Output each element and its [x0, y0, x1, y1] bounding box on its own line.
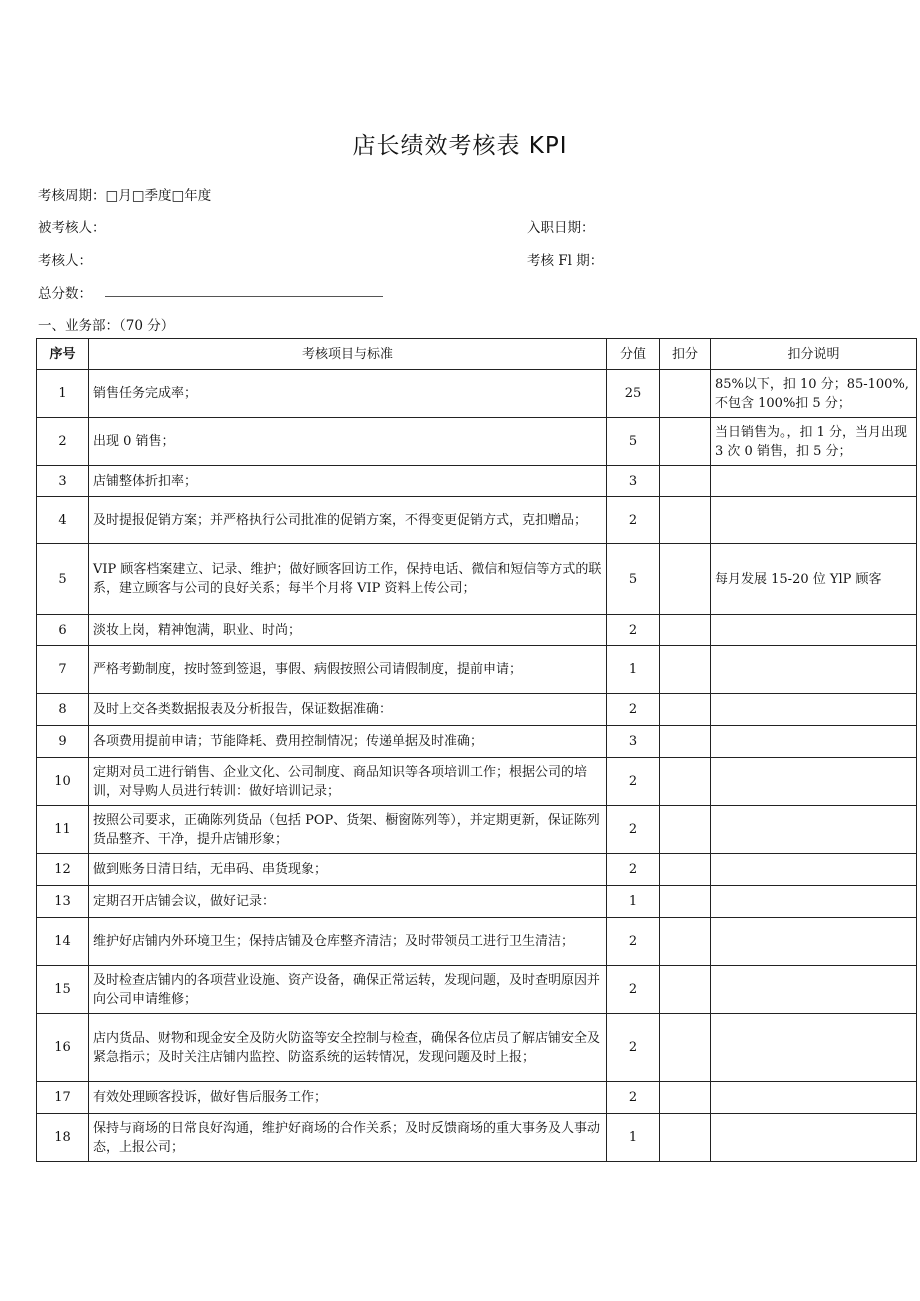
- row-item: 及时检查店铺内的各项营业设施、资产设备，确保正常运转，发现问题，及时查明原因并向公司申请维修；: [89, 966, 607, 1014]
- row-deduct[interactable]: [660, 694, 711, 726]
- col-header-item: 考核项目与标准: [89, 339, 607, 370]
- row-deduct[interactable]: [660, 726, 711, 758]
- row-no: 12: [37, 854, 89, 886]
- row-item: 及时上交各类数据报表及分析报告，保证数据准确：: [89, 694, 607, 726]
- table-row: [37, 1114, 917, 1162]
- page-title: 店长绩效考核表 KPI: [352, 133, 568, 159]
- table-row: [37, 886, 917, 918]
- row-deduct[interactable]: [660, 758, 711, 806]
- row-note: [711, 694, 917, 726]
- row-no: 5: [37, 544, 89, 615]
- row-score: 2: [607, 918, 660, 966]
- row-note: [711, 886, 917, 918]
- row-item: 有效处理顾客投诉，做好售后服务工作；: [89, 1082, 607, 1114]
- row-no: 10: [37, 758, 89, 806]
- row-no: 14: [37, 918, 89, 966]
- period-label: 考核周期：□月□季度□年度: [38, 188, 212, 204]
- row-item: 各项费用提前申请；节能降耗、费用控制情况；传递单据及时准确；: [89, 726, 607, 758]
- assessor-label: 考核人：: [38, 253, 92, 269]
- table-row: [37, 646, 917, 694]
- row-deduct[interactable]: [660, 854, 711, 886]
- row-item: 及时提报促销方案；并严格执行公司批准的促销方案，不得变更促销方式，克扣赠品；: [89, 497, 607, 544]
- row-score: 1: [607, 1114, 660, 1162]
- row-item: 严格考勤制度，按时签到签退，事假、病假按照公司请假制度，提前申请；: [89, 646, 607, 694]
- table-row: [37, 370, 917, 418]
- row-no: 16: [37, 1014, 89, 1082]
- table-header-row: [37, 339, 917, 370]
- row-deduct[interactable]: [660, 418, 711, 466]
- table-row: [37, 758, 917, 806]
- row-item: 淡妆上岗，精神饱满，职业、时尚；: [89, 615, 607, 646]
- section-label: 一、业务部：（70 分）: [38, 318, 175, 334]
- row-deduct[interactable]: [660, 966, 711, 1014]
- row-deduct[interactable]: [660, 615, 711, 646]
- row-note: [711, 1082, 917, 1114]
- table-row: [37, 806, 917, 854]
- row-note: [711, 1014, 917, 1082]
- row-item: 店内货品、财物和现金安全及防火防盗等安全控制与检查，确保各位店员了解店铺安全及紧急指示；及时关注店铺内监控、防盗系统的运转情况，发现问题及时上报；: [89, 1014, 607, 1082]
- row-no: 17: [37, 1082, 89, 1114]
- table-row: [37, 466, 917, 497]
- row-note: [711, 646, 917, 694]
- row-score: 25: [607, 370, 660, 418]
- row-item: VIP 顾客档案建立、记录、维护；做好顾客回访工作，保持电话、微信和短信等方式的联系，建立顾客与公司的良好关系；每半个月将 VIP 资料上传公司；: [89, 544, 607, 615]
- row-note: [711, 497, 917, 544]
- table-row: [37, 854, 917, 886]
- row-score: 3: [607, 726, 660, 758]
- entry-date-label: 入职日期：: [527, 220, 595, 236]
- row-item: 保持与商场的日常良好沟通，维护好商场的合作关系；及时反馈商场的重大事务及人事动态，上报公司；: [89, 1114, 607, 1162]
- row-note: [711, 918, 917, 966]
- kpi-table: [36, 338, 917, 1162]
- row-no: 13: [37, 886, 89, 918]
- row-score: 1: [607, 646, 660, 694]
- row-note: 85%以下，扣 10 分；85-100%,不包含 100%扣 5 分；: [711, 370, 917, 418]
- row-no: 15: [37, 966, 89, 1014]
- row-score: 2: [607, 1082, 660, 1114]
- row-no: 9: [37, 726, 89, 758]
- col-header-score: 分值: [607, 339, 660, 370]
- row-deduct[interactable]: [660, 886, 711, 918]
- row-item: 销售任务完成率；: [89, 370, 607, 418]
- row-item: 按照公司要求，正确陈列货品（包括 POP、货架、橱窗陈列等），并定期更新，保证陈列货品整齐、干净，提升店铺形象；: [89, 806, 607, 854]
- row-score: 2: [607, 1014, 660, 1082]
- row-score: 2: [607, 758, 660, 806]
- row-deduct[interactable]: [660, 806, 711, 854]
- row-score: 2: [607, 694, 660, 726]
- col-header-no: 序号: [37, 339, 89, 370]
- row-score: 2: [607, 966, 660, 1014]
- total-score-label: 总分数：: [38, 286, 92, 302]
- row-no: 8: [37, 694, 89, 726]
- table-row: [37, 694, 917, 726]
- row-item: 店铺整体折扣率；: [89, 466, 607, 497]
- assessee-label: 被考核人：: [38, 220, 106, 236]
- row-note: [711, 854, 917, 886]
- row-deduct[interactable]: [660, 497, 711, 544]
- row-score: 5: [607, 544, 660, 615]
- total-score-field[interactable]: [105, 296, 383, 297]
- row-note: 每月发展 15-20 位 YlP 顾客: [711, 544, 917, 615]
- row-no: 3: [37, 466, 89, 497]
- assess-date-label: 考核 Fl 期：: [527, 253, 604, 269]
- row-no: 4: [37, 497, 89, 544]
- row-note: [711, 726, 917, 758]
- row-note: [711, 806, 917, 854]
- row-deduct[interactable]: [660, 646, 711, 694]
- row-note: [711, 1114, 917, 1162]
- row-deduct[interactable]: [660, 1082, 711, 1114]
- row-deduct[interactable]: [660, 370, 711, 418]
- table-row: [37, 918, 917, 966]
- row-note: 当日销售为。，扣 1 分，当月出现 3 次 0 销售，扣 5 分；: [711, 418, 917, 466]
- col-header-deduct: 扣分: [660, 339, 711, 370]
- row-score: 2: [607, 497, 660, 544]
- col-header-note: 扣分说明: [711, 339, 917, 370]
- row-note: [711, 466, 917, 497]
- row-no: 6: [37, 615, 89, 646]
- row-no: 7: [37, 646, 89, 694]
- row-note: [711, 758, 917, 806]
- table-row: [37, 544, 917, 615]
- table-row: [37, 1014, 917, 1082]
- row-no: 2: [37, 418, 89, 466]
- row-deduct[interactable]: [660, 1114, 711, 1162]
- row-deduct[interactable]: [660, 544, 711, 615]
- row-score: 2: [607, 806, 660, 854]
- table-row: [37, 497, 917, 544]
- row-deduct[interactable]: [660, 918, 711, 966]
- table-row: [37, 726, 917, 758]
- row-note: [711, 615, 917, 646]
- table-row: [37, 966, 917, 1014]
- table-row: [37, 418, 917, 466]
- row-score: 2: [607, 615, 660, 646]
- row-item: 定期召开店铺会议，做好记录：: [89, 886, 607, 918]
- row-no: 1: [37, 370, 89, 418]
- row-no: 11: [37, 806, 89, 854]
- row-score: 3: [607, 466, 660, 497]
- row-deduct[interactable]: [660, 1014, 711, 1082]
- row-item: 定期对员工进行销售、企业文化、公司制度、商品知识等各项培训工作；根据公司的培训，对导购人员进行转训：做好培训记录；: [89, 758, 607, 806]
- row-score: 2: [607, 854, 660, 886]
- row-note: [711, 966, 917, 1014]
- table-row: [37, 1082, 917, 1114]
- row-no: 18: [37, 1114, 89, 1162]
- row-item: 维护好店铺内外环境卫生；保持店铺及仓库整齐清洁；及时带领员工进行卫生清洁；: [89, 918, 607, 966]
- row-item: 出现 0 销售；: [89, 418, 607, 466]
- row-item: 做到账务日清日结，无串码、串货现象；: [89, 854, 607, 886]
- row-deduct[interactable]: [660, 466, 711, 497]
- table-row: [37, 615, 917, 646]
- row-score: 1: [607, 886, 660, 918]
- row-score: 5: [607, 418, 660, 466]
